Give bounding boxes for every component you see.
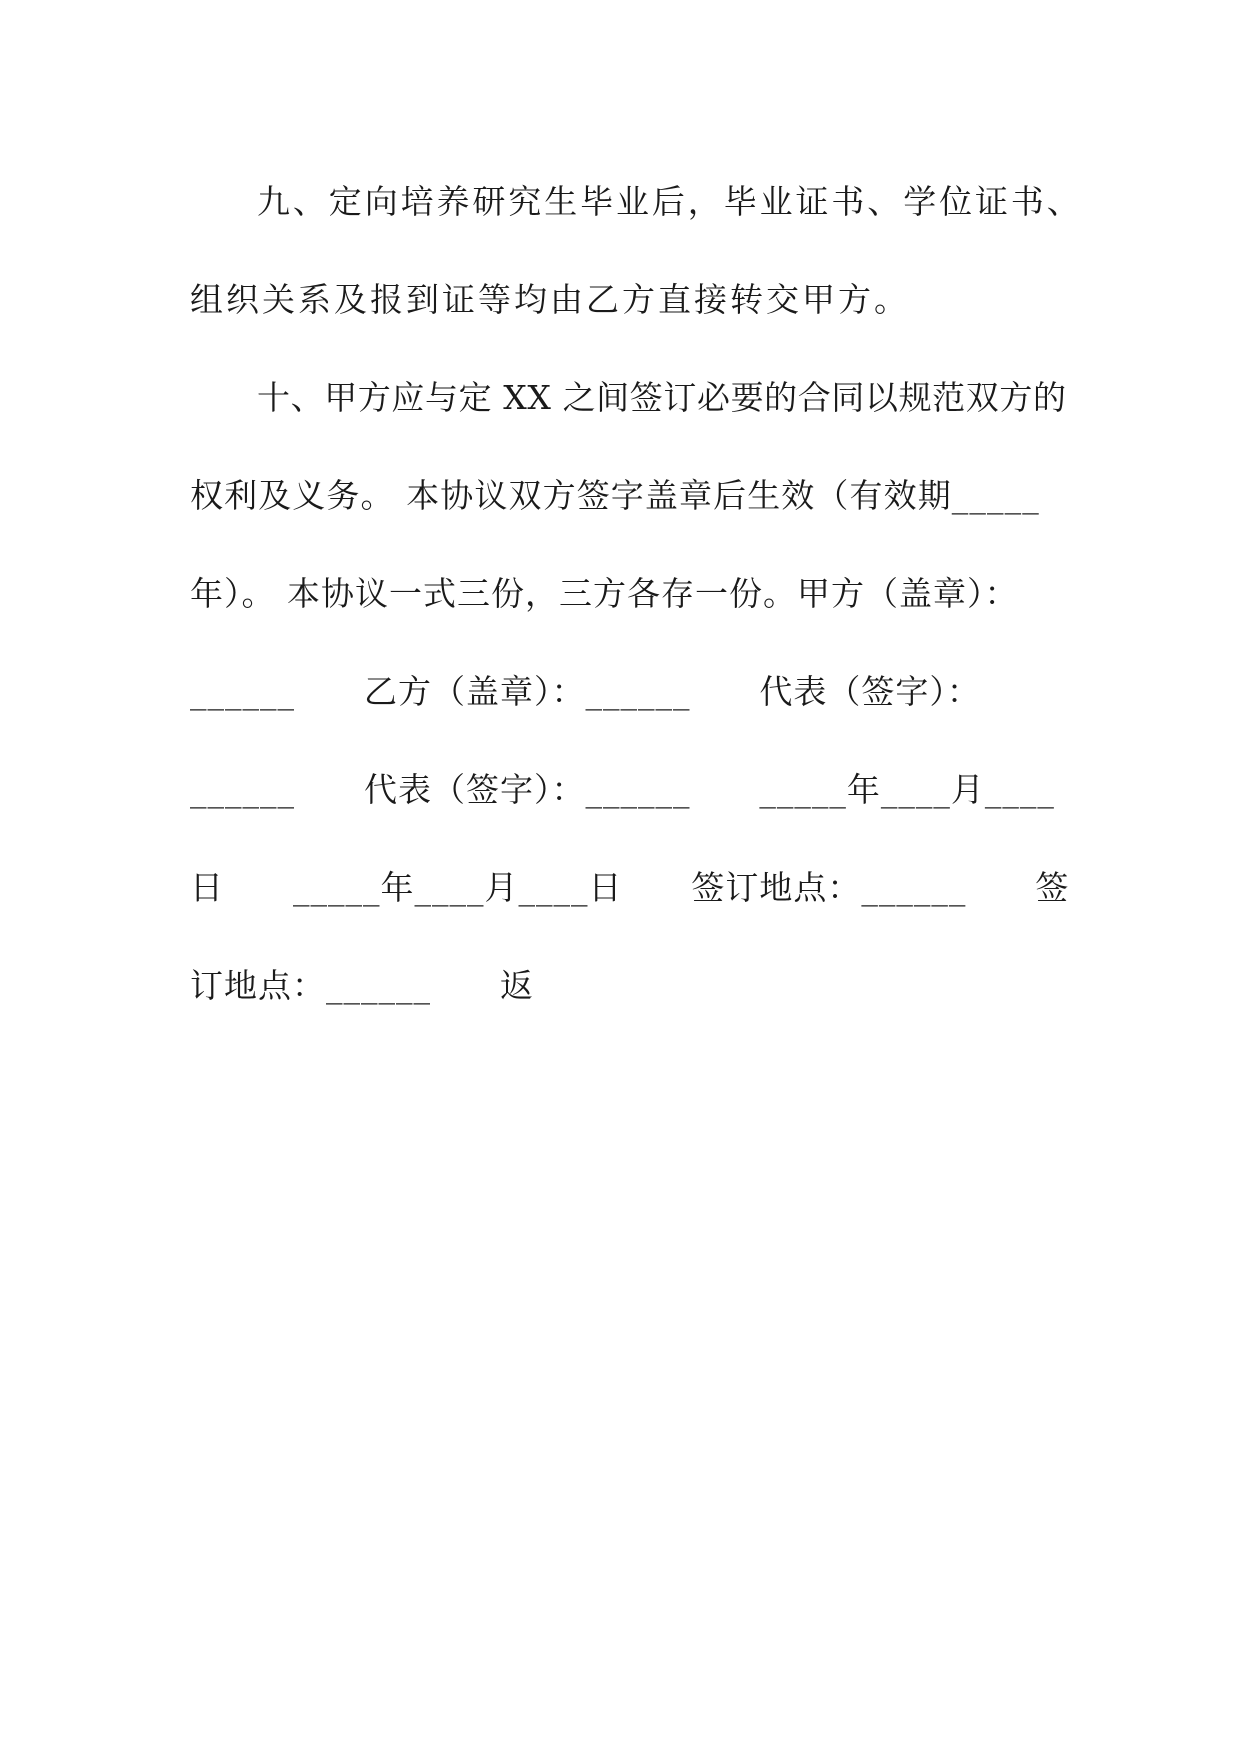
paragraph-ten-line-2: 权利及义务。 本协议双方签字盖章后生效（有效期_____ bbox=[190, 476, 1040, 515]
date-place-line: 日 _____年____月____日 签订地点：______ 签 bbox=[190, 868, 1070, 907]
paragraph-ten-line-3: 年）。 本协议一式三份，三方各存一份。甲方（盖章）： bbox=[190, 574, 1019, 613]
paragraph-nine-line-1: 九、定向培养研究生毕业后，毕业证书、学位证书、 bbox=[257, 182, 1083, 221]
paragraph-ten-line-1: 十、甲方应与定 XX 之间签订必要的合同以规范双方的 bbox=[257, 378, 1067, 417]
signature-line-2: ______ 代表（签字）：______ _____年____月____ bbox=[190, 770, 1055, 809]
place-line: 订地点：______ 返 bbox=[190, 966, 534, 1005]
paragraph-nine-line-2: 组织关系及报到证等均由乙方直接转交甲方。 bbox=[190, 280, 910, 319]
signature-line-1: ______ 乙方（盖章）：______ 代表（签字）： bbox=[190, 672, 981, 711]
